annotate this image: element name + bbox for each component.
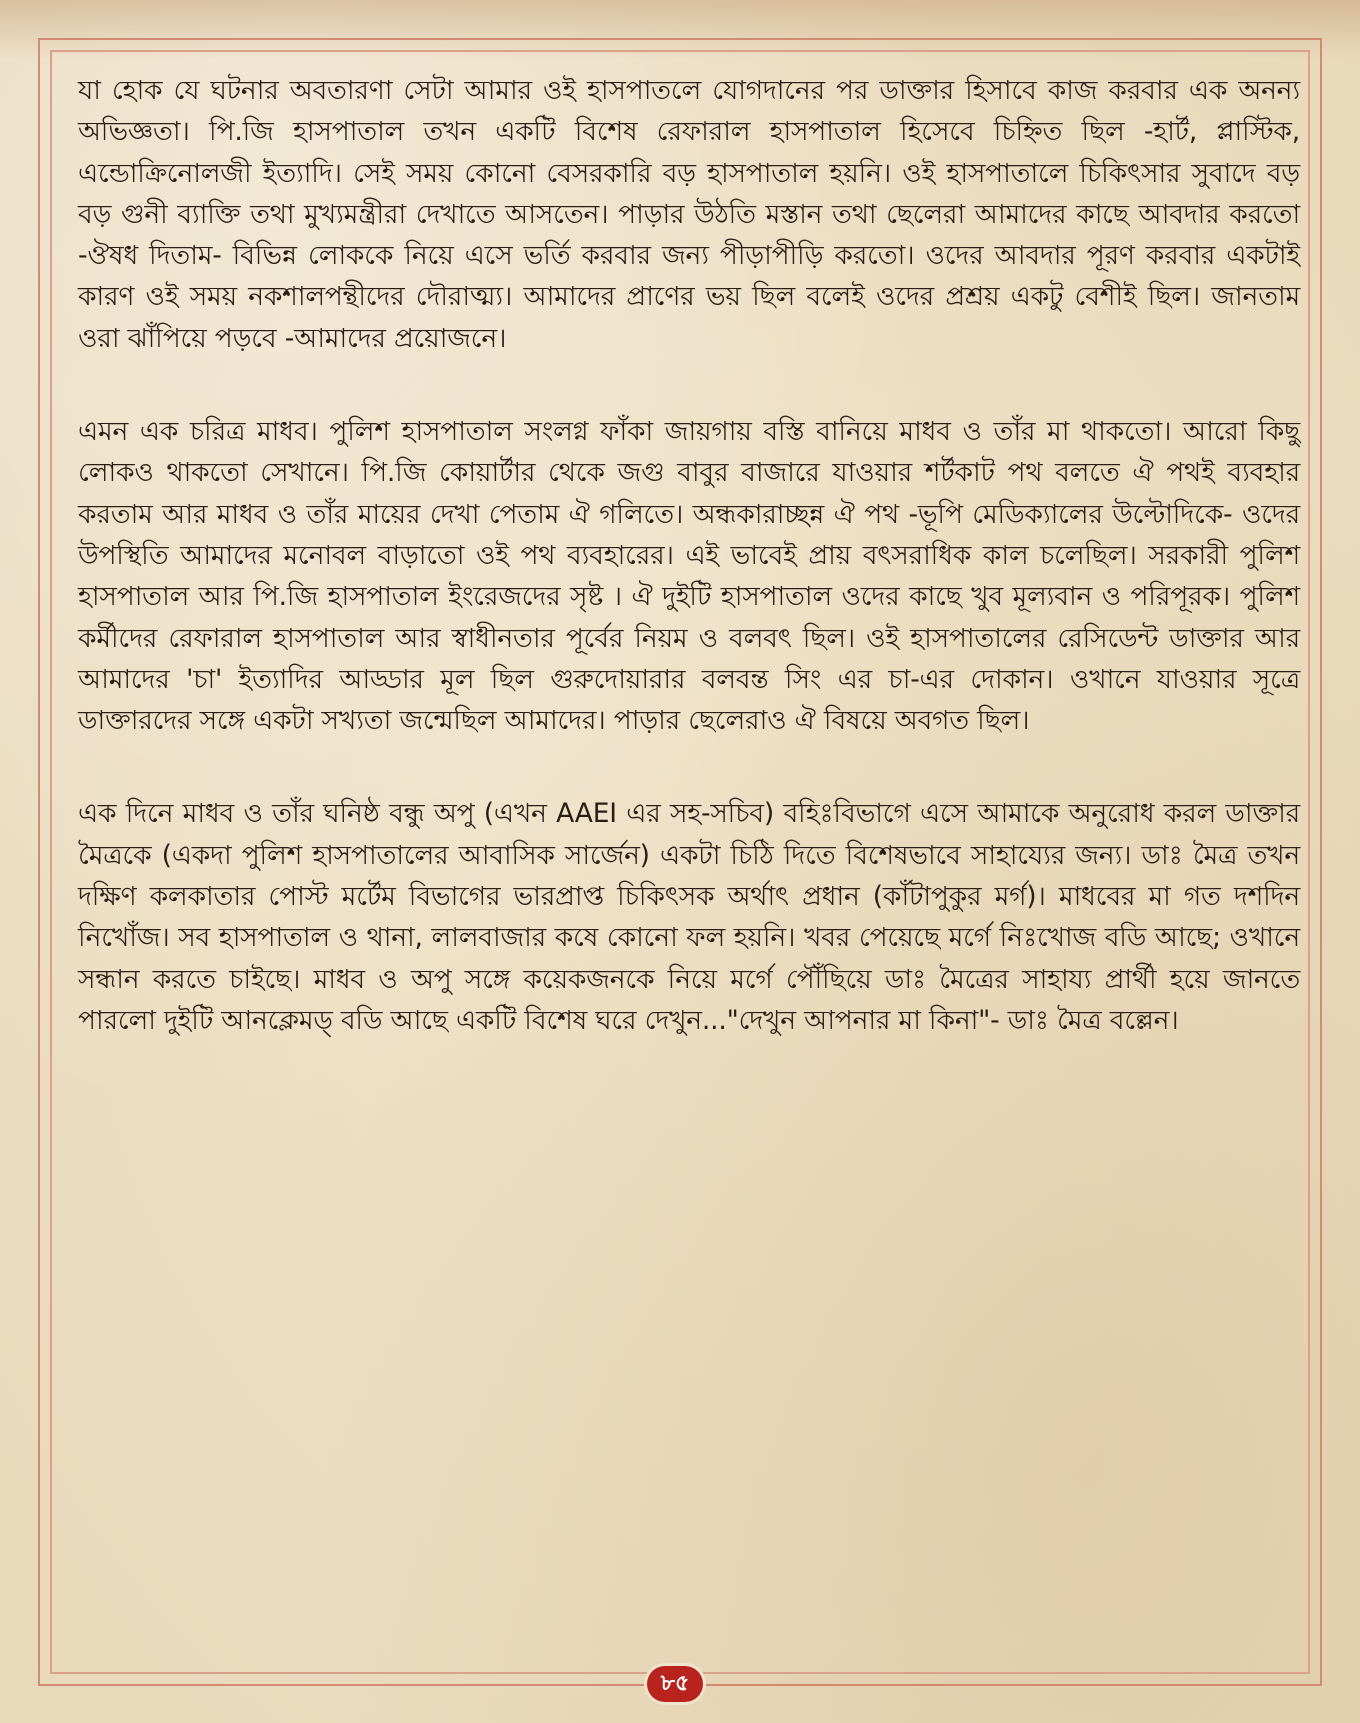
paragraph-1: যা হোক যে ঘটনার অবতারণা সেটা আমার ওই হাসপাতলে যোগদানের পর ডাক্তার হিসাবে কাজ করবার এক অনন্য অভিজ্ঞতা। পি.জি হাসপাতাল তখন একটি বিশেষ রেফারাল হাসপাতাল হিসেবে চিহ্নিত ছিল -হার্ট, প্লাস্টিক, এন্ডোক্রিনোলজী ইত্যাদি। সেই সময় কোনো বেসরকারি বড় হাসপাতাল হয়নি। ওই হাসপাতালে চিকিৎসার সুবাদে বড় বড় গুনী ব্যাক্তি তথা মুখ্যমন্ত্রীরা দেখাতে আসতেন। পাড়ার উঠতি মস্তান তথা ছেলেরা আমাদের কাছে আবদার করতো -ঔষধ দিতাম- বিভিন্ন লোককে নিয়ে এসে ভর্তি করবার জন্য পীড়াপীড়ি করতো। ওদের আবদার পূরণ করবার একটাই কারণ ওই সময় নকশালপন্থীদের দৌরাত্ম্য। আমাদের প্রাণের ভয় ছিল বলেই ওদের প্রশ্রয় একটু বেশীই ছিল। জানতাম ওরা ঝাঁপিয়ে পড়বে -আমাদের প্রয়োজনে। [78,75,1300,354]
page-number-badge: ৮৫ [647,1666,703,1702]
page-body [78,70,1300,1093]
paragraph-3: এক দিনে মাধব ও তাঁর ঘনিষ্ঠ বন্ধু অপু (এখন AAEI এর সহ-সচিব) বহিঃবিভাগে এসে আমাকে অনুরোধ করল ডাক্তার মৈত্রকে (একদা পুলিশ হাসপাতালের আবাসিক সার্জেন) একটা চিঠি দিতে বিশেষভাবে সাহায্যের জন্য। ডাঃ মৈত্র তখন দক্ষিণ কলকাতার পোস্ট মর্টেম বিভাগের ভারপ্রাপ্ত চিকিৎসক অর্থাৎ প্রধান (কাঁটাপুকুর মর্গ)। মাধবের মা গত দশদিন নিখোঁজ। সব হাসপাতাল ও থানা, লালবাজার কষে কোনো ফল হয়নি। খবর পেয়েছে মর্গে নিঃখোজ বডি আছে; ওখানে সন্ধান করতে চাইছে। মাধব ও অপু সঙ্গে কয়েকজনকে নিয়ে মর্গে পৌঁছিয়ে ডাঃ মৈত্রের সাহায্য প্রার্থী হয়ে জানতে পারলো দুইটি আনক্লেমড্ বডি আছে একটি বিশেষ ঘরে দেখুন..."দেখুন আপনার মা কিনা"- ডাঃ মৈত্র বল্লেন। [78,798,1301,1036]
paragraph-2: এমন এক চরিত্র মাধব। পুলিশ হাসপাতাল সংলগ্ন ফাঁকা জায়গায় বস্তি বানিয়ে মাধব ও তাঁর মা থাকতো। আরো কিছু লোকও থাকতো সেখানে। পি.জি কোয়ার্টার থেকে জগু বাবুর বাজারে যাওয়ার শর্টকাট পথ বলতে ঐ পথই ব্যবহার করতাম আর মাধব ও তাঁর মায়ের দেখা পেতাম ঐ গলিতে। অন্ধকারাচ্ছন্ন ঐ পথ -ভূপি মেডিক্যালের উল্টোদিকে- ওদের উপস্থিতি আমাদের মনোবল বাড়াতো ওই পথ ব্যবহারের। এই ভাবেই প্রায় বৎসরাধিক কাল চলেছিল। সরকারী পুলিশ হাসপাতাল আর পি.জি হাসপাতাল ইংরেজদের সৃষ্ট । ঐ দুইটি হাসপাতাল ওদের কাছে খুব মূল্যবান ও পরিপূরক। পুলিশ কর্মীদের রেফারাল হাসপাতাল আর স্বাধীনতার পূর্বের নিয়ম ও বলবৎ ছিল। ওই হাসপাতালের রেসিডেন্ট ডাক্তার আর আমাদের 'চা' ইত্যাদির আড্ডার মূল ছিল গুরুদোয়ারার বলবন্ত সিং এর চা-এর দোকান। ওখানে যাওয়ার সূত্রে ডাক্তারদের সঙ্গে একটা সখ্যতা জন্মেছিল আমাদের। পাড়ার ছেলেরাও ঐ বিষয়ে অবগত ছিল। [78,416,1300,737]
